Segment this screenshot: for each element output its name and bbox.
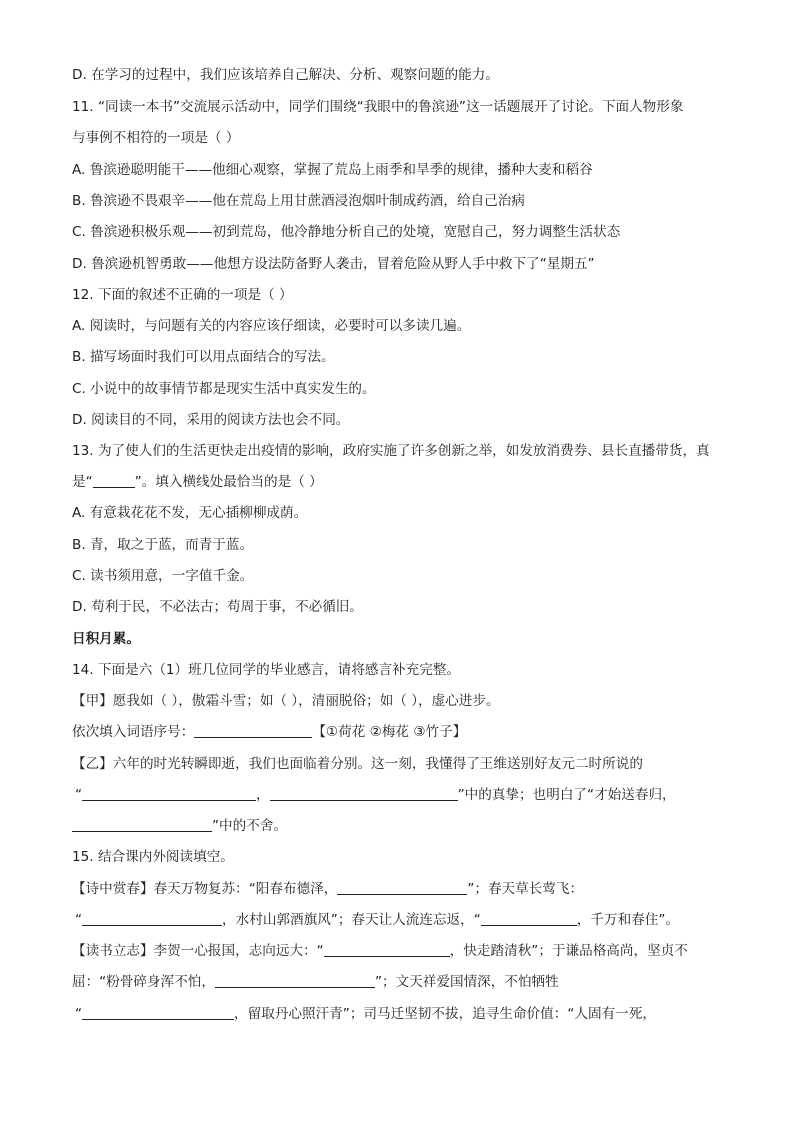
answer-blank[interactable] (215, 973, 375, 988)
q15-spring-poems-cont: “ ，水村山郭酒旗风”；春天让人流连忘返，“ ，千万和春住”。 (75, 912, 680, 928)
question-13-stem-cont: 是“ ”。填入横线处最恰当的是（ ） (72, 474, 323, 490)
section-heading: 日积月累。 (72, 631, 140, 647)
q13-option-d: D. 苟利于民，不必法古；苟周于事，不必循旧。 (72, 599, 363, 615)
answer-blank[interactable] (194, 723, 312, 738)
answer-blank[interactable] (82, 1005, 234, 1020)
q11-option-a: A. 鲁滨逊聪明能干——他细心观察，掌握了荒岛上雨季和旱季的规律，播种大麦和稻谷 (72, 162, 593, 178)
q11-option-b: B. 鲁滨逊不畏艰辛——他在荒岛上用甘蔗酒浸泡烟叶制成药酒，给自己治病 (72, 193, 525, 209)
question-13-stem: 13. 为了使人们的生活更快走出疫情的影响，政府实施了许多创新之举，如发放消费券、县长直播带货，真 (72, 443, 710, 459)
q11-option-c: C. 鲁滨逊积极乐观——初到荒岛，他冷静地分析自己的处境，宽慰自己，努力调整生活状态 (72, 224, 621, 240)
q14-fill-order: 依次填入词语序号： 【①荷花 ②梅花 ③竹子】 (72, 724, 467, 740)
answer-blank[interactable] (72, 817, 212, 832)
q15-spring-poems: 【诗中赏春】春天万物复苏：“阳春布德泽， ”；春天草长莺飞： (72, 881, 584, 897)
q12-option-a: A. 阅读时，与问题有关的内容应该仔细读，必要时可以多读几遍。 (72, 318, 471, 334)
q12-option-b: B. 描写场面时我们可以用点面结合的写法。 (72, 349, 335, 365)
q14-part-jia: 【甲】愿我如（ ），傲霜斗雪；如（ ），清丽脱俗；如（ ），虚心进步。 (72, 693, 500, 709)
q14-part-yi-cont: “ ， ”中的真挚；也明白了“才始送春归， (75, 787, 676, 803)
answer-blank[interactable] (481, 911, 577, 926)
q12-option-c: C. 小说中的故事情节都是现实生活中真实发生的。 (72, 381, 376, 397)
q11-option-d: D. 鲁滨逊机智勇敢——他想方设法防备野人袭击，冒着危险从野人手中救下了“星期五” (72, 256, 595, 272)
answer-blank[interactable] (82, 911, 222, 926)
q14-part-yi-end: ”中的不舍。 (72, 817, 287, 835)
q15-aspiration-end: “ ，留取丹心照汗青”；司马迁坚韧不拔，追寻生命价值：“人固有一死， (75, 1006, 656, 1022)
q13-option-c: C. 读书须用意，一字值千金。 (72, 568, 254, 584)
answer-blank[interactable] (93, 473, 135, 488)
answer-blank[interactable] (337, 880, 467, 895)
q13-option-a: A. 有意栽花花不发，无心插柳柳成荫。 (72, 505, 308, 521)
q15-aspiration-cont: 屈：“粉骨碎身浑不怕， ”；文天祥爱国情深，不怕牺牲 (72, 974, 559, 990)
q13-option-b: B. 青，取之于蓝，而青于蓝。 (72, 537, 254, 553)
question-11-stem-cont: 与事例不相符的一项是（ ） (72, 130, 240, 146)
q14-part-yi: 【乙】六年的时光转瞬即逝，我们也面临着分别。这一刻，我懂得了王维送别好友元二时所说的 (72, 756, 643, 772)
question-15-stem: 15. 结合课内外阅读填空。 (72, 849, 234, 865)
q15-aspiration: 【读书立志】李贺一心报国，志向远大：“ ，快走踏清秋”；于谦品格高尚，坚贞不 (72, 943, 688, 959)
question-12-stem: 12. 下面的叙述不正确的一项是（ ） (72, 287, 293, 303)
option-d-q10: D. 在学习的过程中，我们应该培养自己解决、分析、观察问题的能力。 (72, 67, 499, 83)
q12-option-d: D. 阅读目的不同，采用的阅读方法也会不同。 (72, 412, 350, 428)
question-14-stem: 14. 下面是六（1）班几位同学的毕业感言，请将感言补充完整。 (72, 662, 461, 678)
question-11-stem: 11. “同读一本书”交流展示活动中，同学们围绕“我眼中的鲁滨逊”这一话题展开了讨论。下面人物形象 (72, 99, 684, 115)
answer-blank[interactable] (270, 786, 458, 801)
answer-blank[interactable] (82, 786, 256, 801)
answer-blank[interactable] (324, 942, 450, 957)
